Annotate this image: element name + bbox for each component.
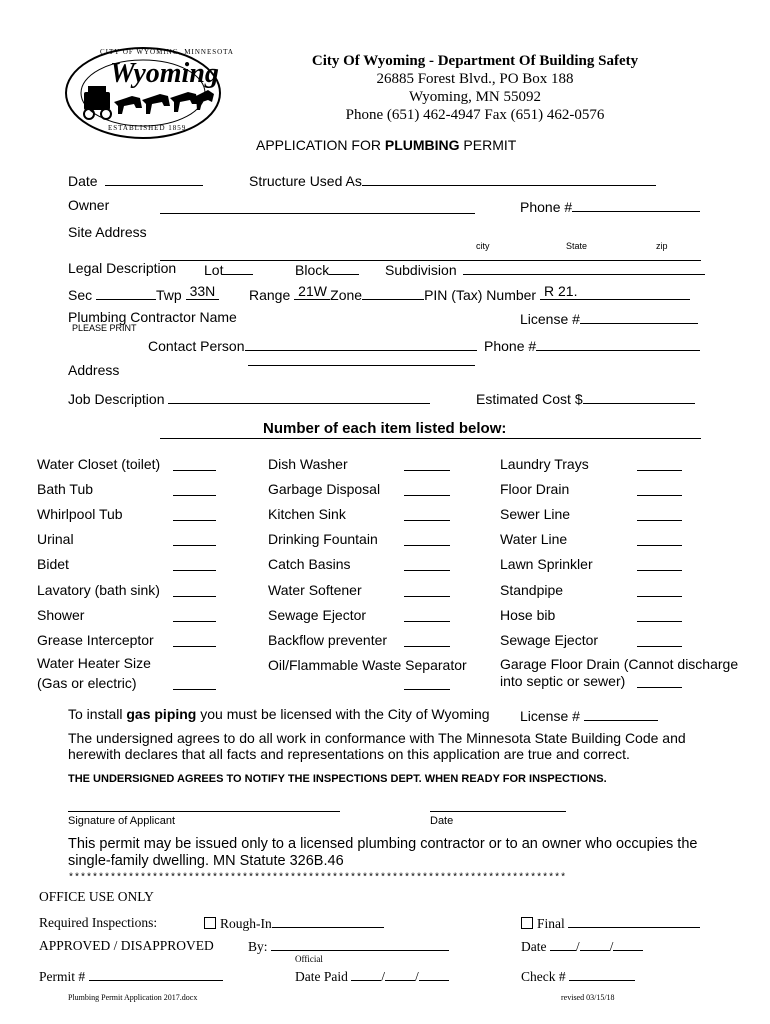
- qty-hose-bib[interactable]: [637, 609, 682, 622]
- date-paid-year[interactable]: [419, 968, 449, 981]
- date-paid-month[interactable]: [351, 968, 381, 981]
- block-label: Block: [295, 260, 359, 278]
- date-paid-label: Date Paid / /: [295, 968, 449, 985]
- item-dish-washer: Dish Washer: [268, 456, 348, 472]
- form-title: [256, 137, 516, 153]
- license-field[interactable]: [580, 309, 698, 324]
- rough-in-checkbox[interactable]: [204, 917, 216, 929]
- qty-garage-floor-drain[interactable]: [637, 675, 682, 688]
- phone2-field[interactable]: [536, 336, 700, 351]
- official-caption: Official: [295, 954, 323, 964]
- gas-piping-notice: To install gas piping you must be licensed with the City of Wyoming: [68, 706, 490, 722]
- item-grease-interceptor: Grease Interceptor: [37, 632, 154, 648]
- qty-shower[interactable]: [173, 609, 216, 622]
- pin-field[interactable]: R 21.: [540, 285, 690, 300]
- qty-garbage-disposal[interactable]: [404, 483, 450, 496]
- qty-catch-basins[interactable]: [404, 558, 450, 571]
- owner-label: Owner: [68, 197, 110, 213]
- qty-standpipe[interactable]: [637, 584, 682, 597]
- qty-kitchen-sink[interactable]: [404, 508, 450, 521]
- qty-sewer-line[interactable]: [637, 508, 682, 521]
- permit-number-label: Permit #: [39, 968, 223, 985]
- item-lawn-sprinkler: Lawn Sprinkler: [500, 556, 593, 572]
- by-field[interactable]: [271, 938, 449, 951]
- qty-backflow-preventer[interactable]: [404, 634, 450, 647]
- qty-water-softener[interactable]: [404, 584, 450, 597]
- notify-statement: THE UNDERSIGNED AGREES TO NOTIFY THE INSPECTIONS DEPT. WHEN READY FOR INSPECTIONS.: [68, 773, 607, 785]
- site-city-caption: city: [476, 241, 490, 251]
- contractor-label: Plumbing Contractor Name: [68, 309, 237, 325]
- signature-date-caption: Date: [430, 815, 454, 827]
- qty-oil-separator[interactable]: [404, 677, 450, 690]
- item-sewage-ejector-2: Sewage Ejector: [500, 632, 599, 648]
- sec-label: Sec Twp 33N: [68, 285, 219, 303]
- date-field[interactable]: [105, 171, 203, 186]
- qty-sewage-ejector[interactable]: [404, 609, 450, 622]
- form-title-prefix: APPLICATION FOR: [256, 137, 385, 153]
- seal-arc-bottom: ESTABLISHED 1859: [108, 124, 187, 132]
- qty-bidet[interactable]: [173, 558, 216, 571]
- license-label: License #: [520, 309, 698, 327]
- zone-field[interactable]: [362, 285, 424, 300]
- qty-grease-interceptor[interactable]: [173, 634, 216, 647]
- dept-title: City Of Wyoming - Department Of Building Safety: [311, 53, 639, 69]
- structure-field[interactable]: [362, 171, 656, 186]
- item-whirlpool-tub: Whirlpool Tub: [37, 506, 123, 522]
- qty-water-heater[interactable]: [173, 677, 216, 690]
- dept-phone: Phone (651) 462-4947 Fax (651) 462-0576: [345, 107, 605, 123]
- form-title-bold: PLUMBING: [384, 137, 460, 153]
- qty-whirlpool-tub[interactable]: [173, 508, 216, 521]
- qty-water-closet[interactable]: [173, 458, 216, 471]
- permit-note-line2: single-family dwelling. MN Statute 326B.46: [68, 853, 344, 869]
- item-lavatory: Lavatory (bath sink): [37, 582, 160, 598]
- date-paid-day[interactable]: [385, 968, 415, 981]
- item-drinking-fountain: Drinking Fountain: [268, 531, 378, 547]
- phone-label: Phone #: [520, 197, 700, 215]
- item-water-closet: Water Closet (toilet): [37, 456, 161, 472]
- agreement-line1: The undersigned agrees to do all work in conformance with The Minnesota State Building Code and: [68, 730, 686, 746]
- twp-field[interactable]: 33N: [186, 285, 219, 300]
- estimated-cost-field[interactable]: [583, 389, 695, 404]
- item-water-line: Water Line: [500, 531, 568, 547]
- block-field[interactable]: [329, 260, 359, 275]
- check-number-field[interactable]: [569, 968, 635, 981]
- office-date-year[interactable]: [613, 938, 643, 951]
- address-label: Address: [68, 362, 120, 378]
- permit-note-line1: This permit may be issued only to a licensed plumbing contractor or to an owner who occupies the: [68, 836, 698, 852]
- qty-lawn-sprinkler[interactable]: [637, 558, 682, 571]
- item-water-softener: Water Softener: [268, 582, 362, 598]
- lot-field[interactable]: [223, 260, 253, 275]
- item-kitchen-sink: Kitchen Sink: [268, 506, 346, 522]
- item-sewer-line: Sewer Line: [500, 506, 571, 522]
- final-option: Final: [521, 915, 700, 932]
- footer-revised: revised 03/15/18: [561, 993, 615, 1002]
- signature-date-field[interactable]: [430, 799, 566, 812]
- final-checkbox[interactable]: [521, 917, 533, 929]
- signature-field[interactable]: [68, 799, 340, 812]
- item-garbage-disposal: Garbage Disposal: [268, 481, 381, 497]
- qty-water-line[interactable]: [637, 533, 682, 546]
- range-label: Range 21W Zone PIN (Tax) Number R 21.: [249, 285, 690, 303]
- subdivision-label: Subdivision: [385, 260, 705, 278]
- office-date-label: Date / /: [521, 938, 643, 955]
- dept-address1: 26885 Forest Blvd., PO Box 188: [376, 71, 574, 87]
- phone2-label: Phone #: [484, 336, 700, 354]
- qty-drinking-fountain[interactable]: [404, 533, 450, 546]
- items-heading: Number of each item listed below:: [263, 420, 507, 437]
- qty-dish-washer[interactable]: [404, 458, 450, 471]
- job-description-field[interactable]: [168, 389, 430, 404]
- phone-field[interactable]: [572, 197, 700, 212]
- contact-label: Contact Person: [148, 336, 477, 354]
- dept-address2: Wyoming, MN 55092: [408, 89, 541, 105]
- estimated-cost-label: Estimated Cost $: [476, 389, 695, 407]
- office-date-day[interactable]: [580, 938, 610, 951]
- by-label: By:: [248, 938, 449, 955]
- qty-laundry-trays[interactable]: [637, 458, 682, 471]
- structure-label: Structure Used As: [249, 171, 656, 189]
- rough-in-field[interactable]: [272, 915, 384, 928]
- qty-urinal[interactable]: [173, 533, 216, 546]
- rough-in-option: Rough-In: [204, 915, 384, 932]
- site-state-caption: State: [566, 241, 588, 251]
- separator-stars: ***********************************************************************************: [68, 873, 567, 884]
- please-print-caption: PLEASE PRINT: [72, 323, 137, 333]
- agreement-line2: herewith declares that all facts and representations on this application are true and correct.: [68, 746, 630, 762]
- item-laundry-trays: Laundry Trays: [500, 456, 589, 472]
- date-label: Date: [68, 171, 203, 189]
- item-garage-floor-drain-note: into septic or sewer): [500, 673, 626, 689]
- site-address-field[interactable]: [160, 246, 701, 261]
- item-sewage-ejector: Sewage Ejector: [268, 607, 367, 623]
- item-shower: Shower: [37, 607, 85, 623]
- item-bath-tub: Bath Tub: [37, 481, 94, 497]
- permit-number-field[interactable]: [89, 968, 223, 981]
- seal-arc-top: CITY OF WYOMING, MINNESOTA: [100, 48, 234, 56]
- item-floor-drain: Floor Drain: [500, 481, 570, 497]
- range-field[interactable]: 21W: [294, 285, 330, 300]
- qty-sewage-ejector-2[interactable]: [637, 634, 682, 647]
- item-catch-basins: Catch Basins: [268, 556, 351, 572]
- lot-label: Lot: [204, 260, 253, 278]
- approved-label: APPROVED / DISAPPROVED: [39, 938, 214, 953]
- seal-wordmark: Wyoming: [110, 58, 219, 89]
- qty-lavatory[interactable]: [173, 584, 216, 597]
- item-oil-separator: Oil/Flammable Waste Separator: [268, 657, 467, 673]
- site-zip-caption: zip: [656, 241, 668, 251]
- form-title-suffix: PERMIT: [459, 137, 517, 153]
- office-use-heading: OFFICE USE ONLY: [39, 889, 154, 904]
- qty-bath-tub[interactable]: [173, 483, 216, 496]
- required-inspections-label: Required Inspections:: [39, 915, 158, 930]
- contact-field[interactable]: [245, 336, 477, 351]
- sec-field[interactable]: [96, 285, 156, 300]
- item-garage-floor-drain: Garage Floor Drain (Cannot discharge: [500, 656, 739, 672]
- item-standpipe: Standpipe: [500, 582, 564, 598]
- item-urinal: Urinal: [37, 531, 74, 547]
- final-field[interactable]: [568, 915, 700, 928]
- city-seal-logo: [62, 44, 234, 142]
- item-backflow-preventer: Backflow preventer: [268, 632, 388, 648]
- legal-description-label: Legal Description: [68, 260, 177, 276]
- subdivision-field[interactable]: [463, 260, 705, 275]
- check-number-label: Check #: [521, 968, 635, 985]
- owner-field[interactable]: [160, 199, 475, 214]
- item-water-heater-type: (Gas or electric): [37, 675, 137, 691]
- office-date-month[interactable]: [550, 938, 576, 951]
- gas-license-field[interactable]: [584, 706, 658, 721]
- gas-license-label: License #: [520, 706, 658, 724]
- item-water-heater: Water Heater Size: [37, 655, 151, 671]
- footer-filename: Plumbing Permit Application 2017.docx: [68, 993, 198, 1002]
- job-description-label: Job Description: [68, 389, 430, 407]
- qty-floor-drain[interactable]: [637, 483, 682, 496]
- site-address-label: Site Address: [68, 224, 147, 240]
- signature-caption: Signature of Applicant: [68, 815, 176, 827]
- item-hose-bib: Hose bib: [500, 607, 556, 623]
- item-bidet: Bidet: [37, 556, 69, 572]
